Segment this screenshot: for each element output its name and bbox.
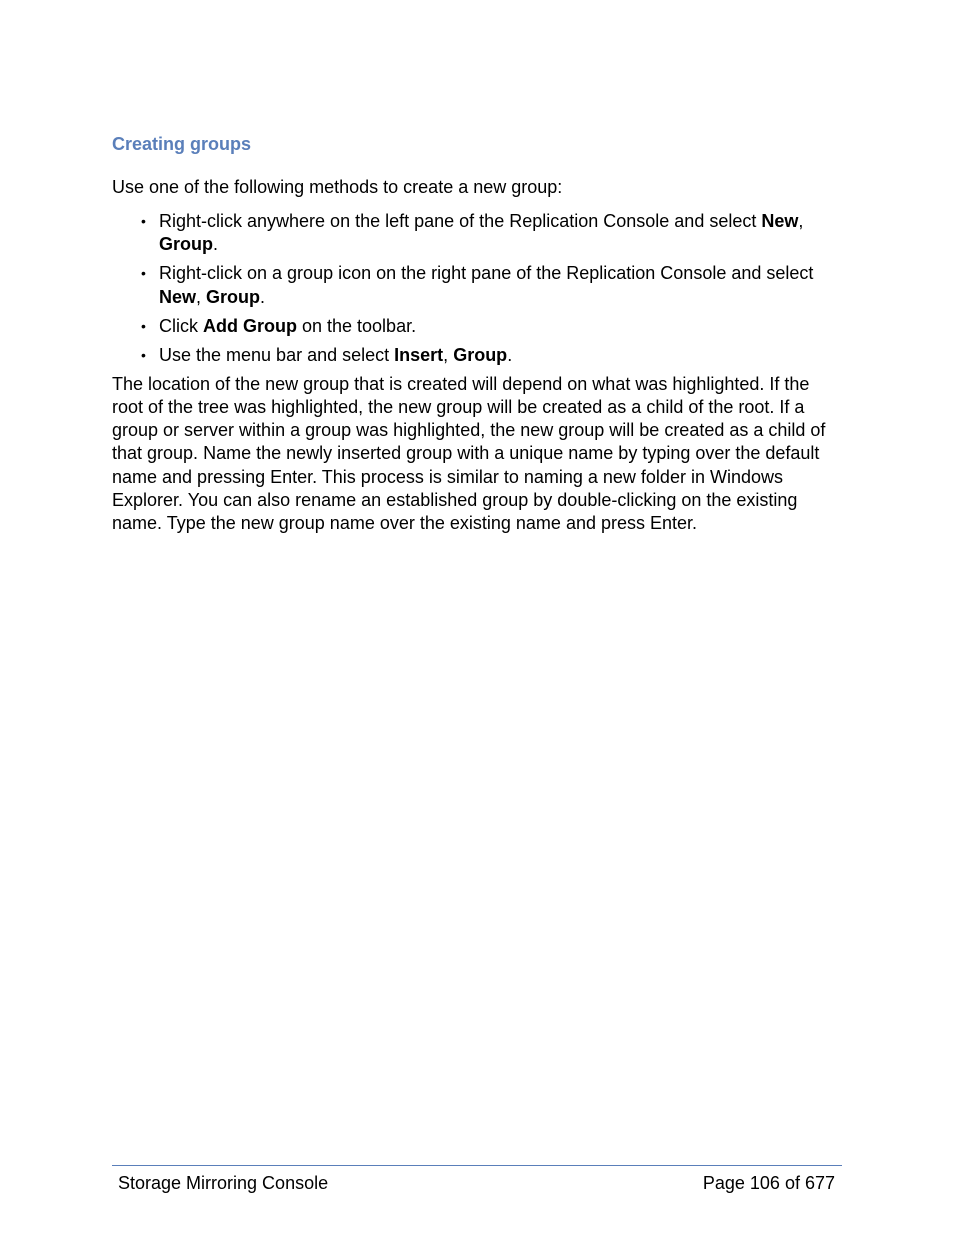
section-heading: Creating groups — [112, 134, 252, 154]
list-item-bold: New — [761, 210, 799, 231]
list-item-text: . — [507, 344, 513, 365]
list-item-bold: Insert — [394, 344, 444, 365]
footer-page-number: Page 106 of 677 — [702, 1173, 835, 1193]
body-paragraph: The location of the new group that is created will depend on what was highlighted. If the root of the tree was highlighted, the new group will be created as a child of the root. If a group or server within a group was highlighted, the new group will be created as a child of that group. Name the newly inserted group with a unique name by typing over the default name and pressing Enter. This process is similar to naming a new folder in Windows Explorer. You can also rename an established group by double-clicking on the existing name. Type the new group name over the existing name and press Enter. — [112, 373, 826, 534]
list-item-text: , — [798, 210, 804, 231]
bullet-icon: • — [141, 346, 146, 363]
list-item — [112, 210, 844, 257]
list-item-bold: Group — [206, 286, 261, 307]
page-content — [112, 131, 844, 536]
list-item-text: , — [196, 286, 207, 307]
list-item-text: Click — [159, 315, 203, 336]
list-item-text: , — [443, 344, 454, 365]
list-item-bold: Group — [453, 344, 508, 365]
list-item-text: . — [260, 286, 266, 307]
page-footer — [112, 1165, 842, 1206]
list-item — [112, 344, 844, 368]
list-item — [112, 262, 844, 309]
bullet-icon: • — [141, 212, 146, 229]
list-item-text: Use the menu bar and select — [159, 344, 395, 365]
list-item-text: Right-click anywhere on the left pane of the Replication Console and select — [159, 210, 762, 231]
list-item-text: on the toolbar. — [296, 315, 417, 336]
list-item — [112, 315, 844, 339]
list-item-text: . — [213, 234, 219, 254]
footer-title: Storage Mirroring Console — [118, 1173, 329, 1193]
intro-text: Use one of the following methods to create a new group: — [112, 177, 563, 197]
bullet-icon: • — [141, 317, 146, 334]
list-item-text: Right-click on a group icon on the right pane of the Replication Console and select — [159, 263, 814, 283]
methods-list — [112, 210, 844, 368]
bullet-icon: • — [141, 265, 146, 281]
list-item-bold: Add Group — [203, 315, 297, 336]
list-item-bold: New — [159, 286, 197, 307]
list-item-bold: Group — [159, 234, 213, 254]
